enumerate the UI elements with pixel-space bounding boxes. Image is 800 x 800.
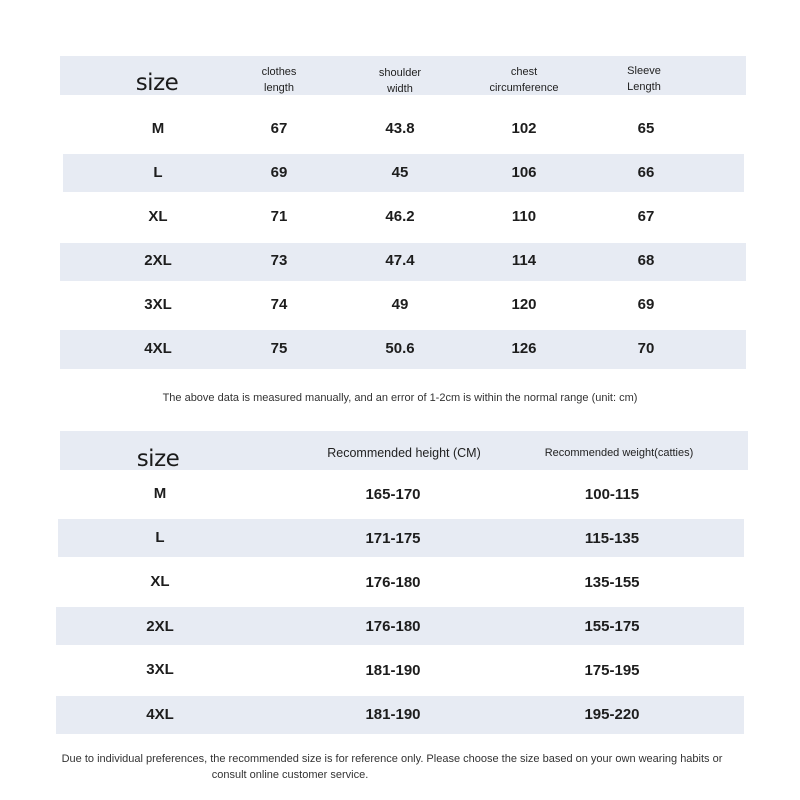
- weight-cell: 195-220: [584, 706, 640, 723]
- height-cell: 181-190: [365, 706, 421, 723]
- length-cell: 69: [270, 164, 288, 181]
- size-header: size: [136, 446, 180, 472]
- clothes-length-header: clothes length: [261, 66, 297, 94]
- chest-cell: 106: [511, 164, 537, 181]
- size-cell: 3XL: [144, 296, 172, 313]
- size-cell: 2XL: [146, 618, 174, 635]
- shoulder-cell: 49: [391, 296, 409, 313]
- size-cell: M: [151, 120, 165, 137]
- chest-cell: 120: [511, 296, 537, 313]
- sleeve-cell: 69: [637, 296, 655, 313]
- size-cell: 2XL: [144, 252, 172, 269]
- shoulder-cell: 50.6: [385, 340, 415, 357]
- weight-cell: 175-195: [584, 662, 640, 679]
- recommendation-note-line-1: Due to individual preferences, the recommended size is for reference only. Please choose the size based on your own wearing habits or: [61, 753, 723, 765]
- shoulder-cell: 45: [391, 164, 409, 181]
- shoulder-cell: 47.4: [385, 252, 415, 269]
- recommended-weight-header: Recommended weight(catties): [544, 447, 694, 459]
- chest-cell: 126: [511, 340, 537, 357]
- size-cell: M: [153, 485, 167, 502]
- shoulder-width-header: shoulder width: [378, 67, 422, 95]
- sleeve-cell: 67: [637, 208, 655, 225]
- sleeve-cell: 65: [637, 120, 655, 137]
- chest-cell: 110: [511, 208, 537, 225]
- sleeve-cell: 68: [637, 252, 655, 269]
- sleeve-cell: 66: [637, 164, 655, 181]
- length-cell: 74: [270, 296, 288, 313]
- length-cell: 73: [270, 252, 288, 269]
- size-cell: 4XL: [144, 340, 172, 357]
- length-cell: 75: [270, 340, 288, 357]
- weight-cell: 100-115: [584, 486, 640, 503]
- measurement-note: The above data is measured manually, and an error of 1-2cm is within the normal range (unit: cm): [162, 392, 638, 404]
- weight-cell: 155-175: [584, 618, 640, 635]
- chest-circumference-header: chest circumference: [489, 66, 559, 94]
- length-cell: 71: [270, 208, 288, 225]
- size-cell: 3XL: [146, 661, 174, 678]
- size-cell: 4XL: [146, 706, 174, 723]
- recommended-height-header: Recommended height (CM): [327, 446, 481, 460]
- shoulder-cell: 46.2: [385, 208, 415, 225]
- height-cell: 171-175: [365, 530, 421, 547]
- sleeve-length-header: Sleeve Length: [627, 65, 661, 93]
- height-cell: 176-180: [365, 574, 421, 591]
- height-cell: 165-170: [365, 486, 421, 503]
- size-cell: XL: [150, 573, 170, 590]
- sleeve-cell: 70: [637, 340, 655, 357]
- size-header: size: [135, 70, 179, 96]
- height-cell: 181-190: [365, 662, 421, 679]
- weight-cell: 115-135: [584, 530, 640, 547]
- weight-cell: 135-155: [584, 574, 640, 591]
- size-cell: XL: [148, 208, 168, 225]
- shoulder-cell: 43.8: [385, 120, 415, 137]
- height-cell: 176-180: [365, 618, 421, 635]
- recommendation-note-line-2: consult online customer service.: [211, 769, 369, 781]
- chest-cell: 102: [511, 120, 537, 137]
- length-cell: 67: [270, 120, 288, 137]
- size-cell: L: [155, 529, 165, 546]
- size-cell: L: [153, 164, 163, 181]
- chest-cell: 114: [511, 252, 537, 269]
